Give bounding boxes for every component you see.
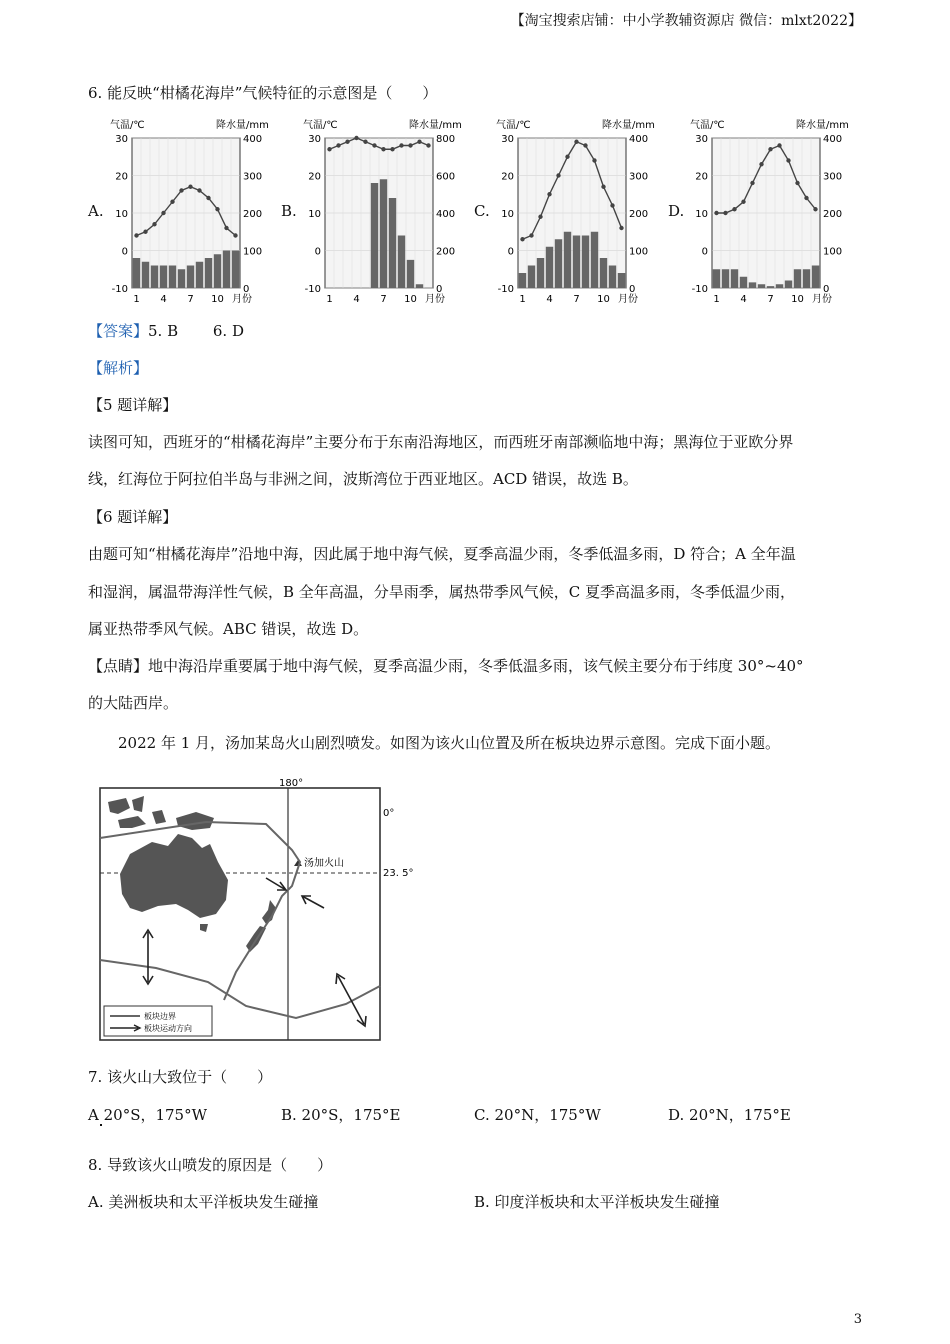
month-tick-label: 7 [767,294,774,305]
precip-bar [618,273,625,288]
temp-point [786,158,790,162]
volcano-label: 汤加火山 [304,858,344,869]
precip-bar [767,286,774,288]
climate-chart-a [106,114,274,310]
precip-bar [609,266,616,289]
precip-axis-title: 降水量/mm [602,120,655,131]
precip-bar [528,266,535,289]
dot-mark [100,1124,102,1126]
temp-point [529,233,533,237]
temp-tick-label: 10 [115,209,128,220]
temp-point [768,147,772,151]
precip-axis-title: 降水量/mm [796,120,849,131]
precip-bar [187,266,194,289]
temp-point [732,207,736,211]
question-8-stem: 8. 导致该火山喷发的原因是（ ） [88,1156,333,1174]
precip-tick-label: 400 [823,134,843,145]
temp-point [741,200,745,204]
precip-bar [205,258,212,288]
temp-tick-label: 30 [501,134,514,145]
option-d-label: D. [668,202,685,220]
precip-bar [537,258,544,288]
month-tick-label: 10 [791,294,804,305]
precip-tick-label: 300 [243,171,263,183]
q7-option-c: C. 20°N，175°W [474,1106,601,1124]
precip-bar [169,266,176,289]
q8-option-b: B. 印度洋板块和太平洋板块发生碰撞 [474,1193,720,1211]
analysis-tag: 【解析】 [88,359,149,377]
temp-point [750,181,754,185]
temp-point [565,155,569,159]
temp-tick-label: 30 [308,134,321,145]
option-c-label: C. [474,202,490,220]
temp-point [233,233,237,237]
temp-axis-title: 气温/℃ [690,120,725,131]
temp-point [538,215,542,219]
temp-point [381,147,385,151]
precip-bar [731,269,738,288]
month-tick-label: 4 [160,294,167,305]
option-a-label: A. [88,202,104,220]
temp-point [179,188,183,192]
temp-point [547,192,551,196]
temp-tick-label: 10 [695,209,708,220]
month-tick-label: 4 [353,294,360,305]
temp-point [152,222,156,226]
precip-bar [371,183,378,288]
temp-point [619,226,623,230]
precip-bar [740,277,747,288]
precip-tick-label: 0 [823,284,830,295]
precip-bar [546,247,553,288]
precip-bar [160,266,167,289]
page-number: 3 [853,1312,862,1327]
precip-bar [794,269,801,288]
precip-tick-label: 300 [629,171,649,183]
detail-5-title: 【5 题详解】 [88,396,178,414]
temp-point [714,211,718,215]
temp-point [601,185,605,189]
month-tick-label: 1 [133,294,140,305]
precip-bar [223,251,230,289]
temp-tick-label: 10 [308,209,321,220]
temp-tick-label: 0 [701,246,708,258]
q8-option-a: A. 美洲板块和太平洋板块发生碰撞 [88,1193,319,1211]
temp-tick-label: -10 [111,284,128,295]
temp-point [161,211,165,215]
temp-tick-label: -10 [691,284,708,295]
detail-6-line-1: 由题可知“柑橘花海岸”沿地中海，因此属于地中海气候，夏季高温少雨，冬季低温多雨，D 符合；A 全年温 [88,545,796,563]
page-header: 【淘宝搜索店铺：中小学教辅资源店 微信：mlxt2022】 [510,13,862,29]
precip-tick-label: 100 [243,246,263,258]
answer-line [88,320,244,341]
legend-boundary-label: 板块边界 [144,1012,176,1021]
precip-bar [389,198,396,288]
precip-tick-label: 0 [629,284,636,295]
precip-bar [380,179,387,288]
temp-point [206,196,210,200]
precip-bar [722,269,729,288]
detail-6-title: 【6 题详解】 [88,508,178,526]
month-tick-label: 7 [187,294,194,305]
label-equator: 0° [383,808,395,819]
temp-tick-label: 0 [507,246,514,258]
month-tick-label: 4 [546,294,553,305]
temp-point [224,226,228,230]
month-tick-label: 1 [519,294,526,305]
label-180: 180° [279,778,304,789]
temp-axis-title: 气温/℃ [110,120,145,131]
volcano-map [96,772,416,1044]
precip-bar [749,282,756,288]
precip-bar [803,269,810,288]
temp-point [354,136,358,140]
temp-point [134,233,138,237]
month-tick-label: 10 [211,294,224,305]
temp-point [556,173,560,177]
temp-point [336,143,340,147]
option-b-label: B. [281,202,297,220]
temp-tick-label: 20 [115,171,128,183]
dianjing-text-1: 地中海沿岸重要属于地中海气候，夏季高温少雨，冬季低温多雨，该气候主要分布于纬度 30°~40° [148,657,804,675]
precip-tick-label: 400 [243,134,263,145]
precip-bar [591,232,598,288]
temp-point [592,158,596,162]
precip-bar [519,273,526,288]
temp-point [804,196,808,200]
month-axis-title: 月份 [812,294,832,305]
label-tropic: 23. 5° [383,868,414,879]
question-6-stem: 6. 能反映“柑橘花海岸”气候特征的示意图是（ ） [88,84,438,102]
precip-tick-label: 0 [243,284,250,295]
precip-tick-label: 100 [629,246,649,258]
precip-bar [142,262,149,288]
detail-5-line-1: 读图可知，西班牙的“柑橘花海岸”主要分布于东南沿海地区，而西班牙南部濒临地中海；黑海位于亚欧分界 [88,433,794,451]
precip-tick-label: 400 [436,209,456,220]
detail-6-line-3: 属亚热带季风气候。ABC 错误，故选 D。 [88,620,369,638]
temp-point [363,140,367,144]
temp-point [520,237,524,241]
temp-point [408,143,412,147]
month-tick-label: 1 [326,294,333,305]
precip-bar [214,254,221,288]
dianjing-tag: 【点睛】 [88,657,149,675]
temp-point [327,147,331,151]
precip-tick-label: 200 [436,246,456,258]
temp-point [399,143,403,147]
temp-point [583,143,587,147]
precip-bar [151,266,158,289]
detail-6-line-2: 和湿润，属温带海洋性气候，B 全年高温，分旱雨季，属热带季风气候，C 夏季高温多雨，冬季低温少雨， [88,583,796,601]
precip-bar [232,251,239,289]
month-axis-title: 月份 [232,294,252,305]
temp-point [759,162,763,166]
precip-bar [196,262,203,288]
q7-option-a: A 20°S，175°W [88,1106,208,1124]
precip-axis-title: 降水量/mm [216,120,269,131]
precip-tick-label: 200 [629,209,649,220]
precip-bar [785,281,792,289]
temp-point [610,203,614,207]
temp-axis-title: 气温/℃ [496,120,531,131]
q7-option-d: D. 20°N，175°E [668,1106,791,1124]
month-axis-title: 月份 [618,294,638,305]
temp-tick-label: -10 [497,284,514,295]
temp-point [777,143,781,147]
precip-bar [758,284,765,288]
climate-chart-b [299,114,467,310]
temp-point [795,181,799,185]
precip-bar [178,269,185,288]
temp-tick-label: 10 [501,209,514,220]
legend-motion-label: 板块运动方向 [144,1024,192,1033]
detail-5-line-2: 线，红海位于阿拉伯半岛与非洲之间，波斯湾位于西亚地区。ACD 错误，故选 B。 [88,470,638,488]
temp-tick-label: 30 [115,134,128,145]
temp-point [390,147,394,151]
precip-bar [133,258,140,288]
month-tick-label: 10 [597,294,610,305]
month-tick-label: 7 [573,294,580,305]
temp-point [197,188,201,192]
precip-bar [398,236,405,289]
month-tick-label: 10 [404,294,417,305]
temp-point [188,185,192,189]
precip-bar [812,266,819,289]
temp-point [215,207,219,211]
precip-bar [416,284,423,288]
temp-point [372,143,376,147]
precip-tick-label: 200 [823,209,843,220]
precip-bar [555,239,562,288]
month-tick-label: 4 [740,294,747,305]
precip-bar [407,260,414,288]
temp-point [143,230,147,234]
month-tick-label: 1 [713,294,720,305]
precip-tick-label: 600 [436,171,456,183]
precip-tick-label: 0 [436,284,443,295]
temp-point [345,140,349,144]
intro-text: 2022 年 1 月，汤加某岛火山剧烈喷发。如图为该火山位置及所在板块边界示意图。完成下面小题。 [118,734,781,752]
q7-option-b: B. 20°S，175°E [281,1106,401,1124]
precip-bar [713,269,720,288]
month-tick-label: 7 [380,294,387,305]
temp-point [813,207,817,211]
precip-tick-label: 200 [243,209,263,220]
dianjing-line-1 [88,655,804,676]
temp-axis-title: 气温/℃ [303,120,338,131]
precip-bar [573,236,580,289]
temp-tick-label: 30 [695,134,708,145]
precip-bar [564,232,571,288]
precip-tick-label: 100 [823,246,843,258]
question-7-stem: 7. 该火山大致位于（ ） [88,1068,273,1086]
month-axis-title: 月份 [425,294,445,305]
precip-tick-label: 400 [629,134,649,145]
precip-tick-label: 800 [436,134,456,145]
temp-point [170,200,174,204]
precip-bar [776,284,783,288]
answer-text: 5. B 6. D [148,322,244,340]
dianjing-line-2: 的大陆西岸。 [88,694,179,712]
temp-point [426,143,430,147]
temp-tick-label: 20 [501,171,514,183]
temp-tick-label: 0 [121,246,128,258]
temp-point [417,140,421,144]
precip-bar [600,258,607,288]
precip-bar [582,236,589,289]
temp-tick-label: 0 [314,246,321,258]
temp-point [723,211,727,215]
temp-tick-label: -10 [304,284,321,295]
temp-tick-label: 20 [695,171,708,183]
climate-chart-c [492,114,660,310]
precip-tick-label: 300 [823,171,843,183]
answer-tag: 【答案】 [88,322,149,340]
temp-tick-label: 20 [308,171,321,183]
precip-axis-title: 降水量/mm [409,120,462,131]
climate-chart-d [686,114,854,310]
temp-point [574,140,578,144]
